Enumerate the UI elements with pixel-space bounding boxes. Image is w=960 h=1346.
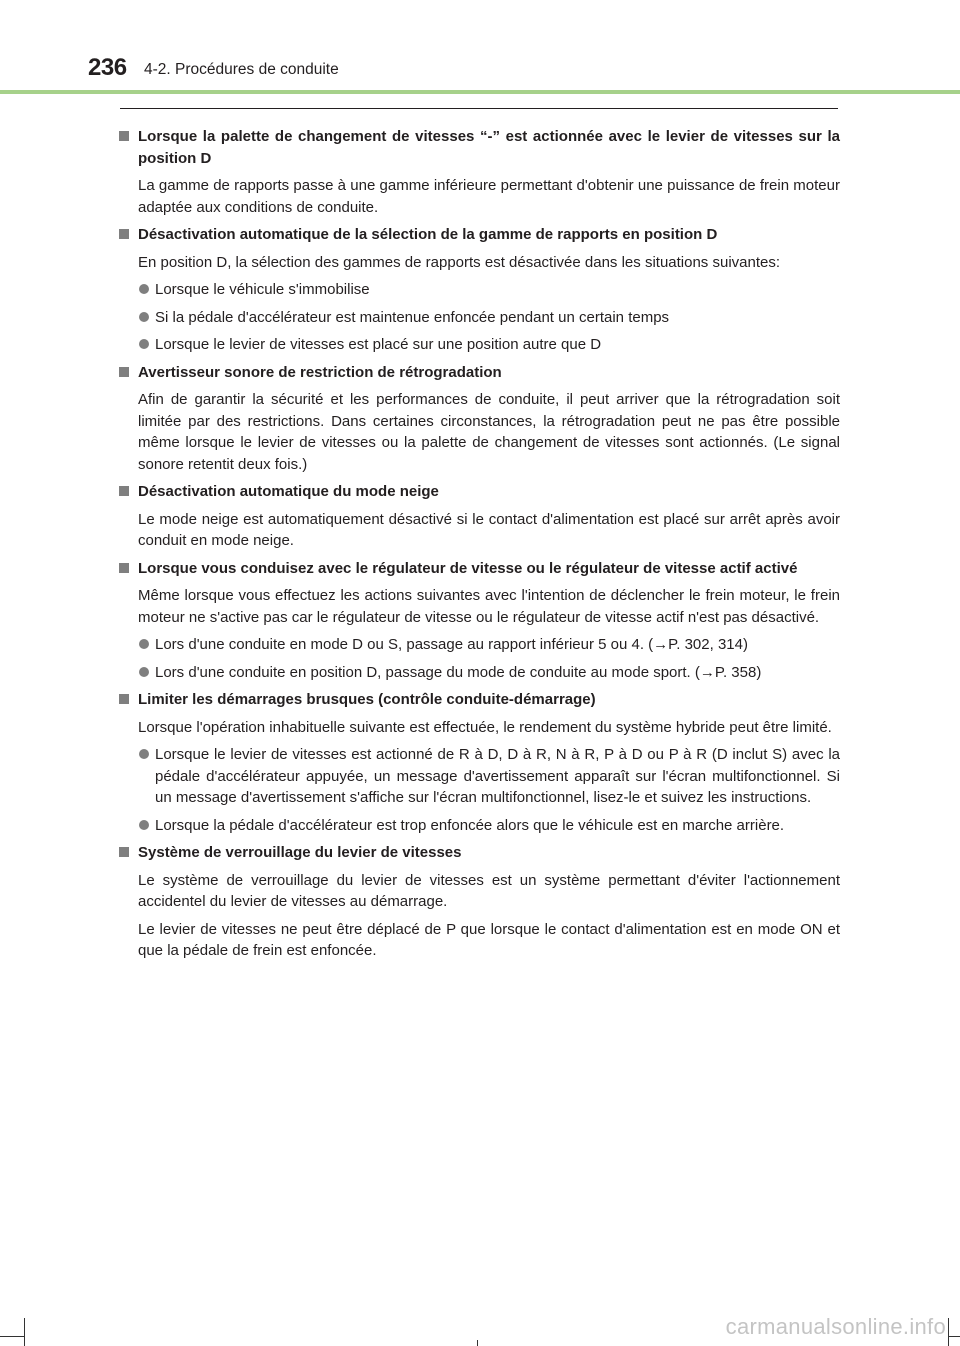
square-bullet-icon [119, 229, 129, 239]
circle-bullet-icon [139, 639, 149, 649]
square-bullet-icon [119, 563, 129, 573]
bullet-item [118, 744, 840, 809]
bullet-text: Lorsque la pédale d'accélérateur est trop enfoncée alors que le véhicule est en marche arrière. [155, 816, 785, 834]
bullet-item [118, 307, 840, 329]
circle-bullet-icon [139, 339, 149, 349]
section-title-text: Limiter les démarrages brusques (contrôle conduite-démarrage) [138, 691, 596, 708]
square-bullet-icon [119, 131, 129, 141]
section-title-text: Avertisseur sonore de restriction de rétrogradation [138, 363, 502, 381]
bullet-item [118, 815, 840, 837]
section-title [118, 126, 840, 169]
header-rule [0, 90, 960, 94]
circle-bullet-icon [139, 312, 149, 322]
section-title [118, 842, 840, 864]
section-rule [120, 108, 838, 109]
circle-bullet-icon [139, 749, 149, 759]
paragraph: Lorsque l'opération inhabituelle suivante est effectuée, le rendement du système hybride peut être limité. [138, 718, 832, 736]
paragraph: Le mode neige est automatiquement désactivé si le contact d'alimentation est placé sur arrêt après avoir conduit en mode neige. [138, 510, 840, 549]
paragraph: En position D, la sélection des gammes de rapports est désactivée dans les situations suivantes: [138, 253, 781, 271]
square-bullet-icon [119, 694, 129, 704]
bullet-item [118, 334, 840, 356]
section-title [118, 481, 840, 503]
paragraph: Le système de verrouillage du levier de vitesses est un système permettant d'éviter l'actionnement accidentel du levier de vitesses au démarrage. [138, 871, 840, 910]
square-bullet-icon [119, 847, 129, 857]
section-title-text: Lorsque la palette de changement de vitesses “-” est actionnée avec le levier de vitesses sur la position D [138, 128, 840, 167]
bullet-item [118, 634, 840, 656]
crop-mark [948, 1318, 949, 1346]
bullet-text: Lorsque le levier de vitesses est actionné de R à D, D à R, N à R, P à D ou P à R (D inclut S) avec la pédale d'accélérateur appuyée, un message d'avertissement apparaît sur l'écran multifonctionnel. Si un message d'avertissement s'affiche sur l'écran multifonctionnel, lisez-le et suivez les instructions. [155, 746, 840, 806]
section-title [118, 689, 840, 711]
section-title [118, 558, 840, 580]
section-title-text: Désactivation automatique du mode neige [138, 483, 439, 500]
section-title-text: Lorsque vous conduisez avec le régulateur de vitesse ou le régulateur de vitesse actif activé [138, 559, 798, 577]
circle-bullet-icon [139, 820, 149, 830]
crop-mark [948, 1336, 960, 1337]
bullet-text: Lorsque le véhicule s'immobilise [155, 281, 370, 298]
bullet-text: Lors d'une conduite en mode D ou S, passage au rapport inférieur 5 ou 4. (→P. 302, 314) [155, 636, 748, 653]
square-bullet-icon [119, 367, 129, 377]
page-content [118, 126, 840, 962]
bullet-text: Lorsque le levier de vitesses est placé sur une position autre que D [155, 336, 602, 353]
circle-bullet-icon [139, 284, 149, 294]
section-title-text: Système de verrouillage du levier de vitesses [138, 844, 462, 861]
bullet-text: Lors d'une conduite en position D, passage du mode de conduite au mode sport. (→P. 358) [155, 663, 762, 681]
circle-bullet-icon [139, 667, 149, 677]
bullet-item [118, 279, 840, 301]
chapter-title: 4-2. Procédures de conduite [144, 61, 339, 78]
square-bullet-icon [119, 486, 129, 496]
crop-mark [24, 1318, 25, 1346]
paragraph: Le levier de vitesses ne peut être déplacé de P que lorsque le contact d'alimentation est en mode ON et que la pédale de frein est enfoncée. [138, 920, 840, 959]
watermark: carmanualsonline.info [725, 1314, 946, 1339]
section-title [118, 362, 840, 384]
crop-mark [0, 1336, 24, 1337]
paragraph: Afin de garantir la sécurité et les performances de conduite, il peut arriver que la rétrogradation soit limitée par des restrictions. Dans certaines circonstances, la rétrogradation peut ne pas être possible même lorsque le levier de vitesses ou la palette de changement de vitesses sont actionnés. (Le signal sonore retentit deux fois.) [138, 391, 840, 473]
bullet-item [118, 662, 840, 684]
bullet-text: Si la pédale d'accélérateur est maintenue enfoncée pendant un certain temps [155, 308, 670, 326]
paragraph: Même lorsque vous effectuez les actions suivantes avec l'intention de déclencher le frein moteur, le frein moteur ne s'active pas car le régulateur de vitesse ou le régulateur de vitesse actif n'est pas désactivé. [138, 587, 840, 626]
page-number: 236 [88, 54, 127, 81]
section-title-text: Désactivation automatique de la sélection de la gamme de rapports en position D [138, 226, 718, 243]
paragraph: La gamme de rapports passe à une gamme inférieure permettant d'obtenir une puissance de frein moteur adaptée aux conditions de conduite. [138, 177, 840, 216]
section-title [118, 224, 840, 246]
crop-mark [477, 1340, 478, 1346]
